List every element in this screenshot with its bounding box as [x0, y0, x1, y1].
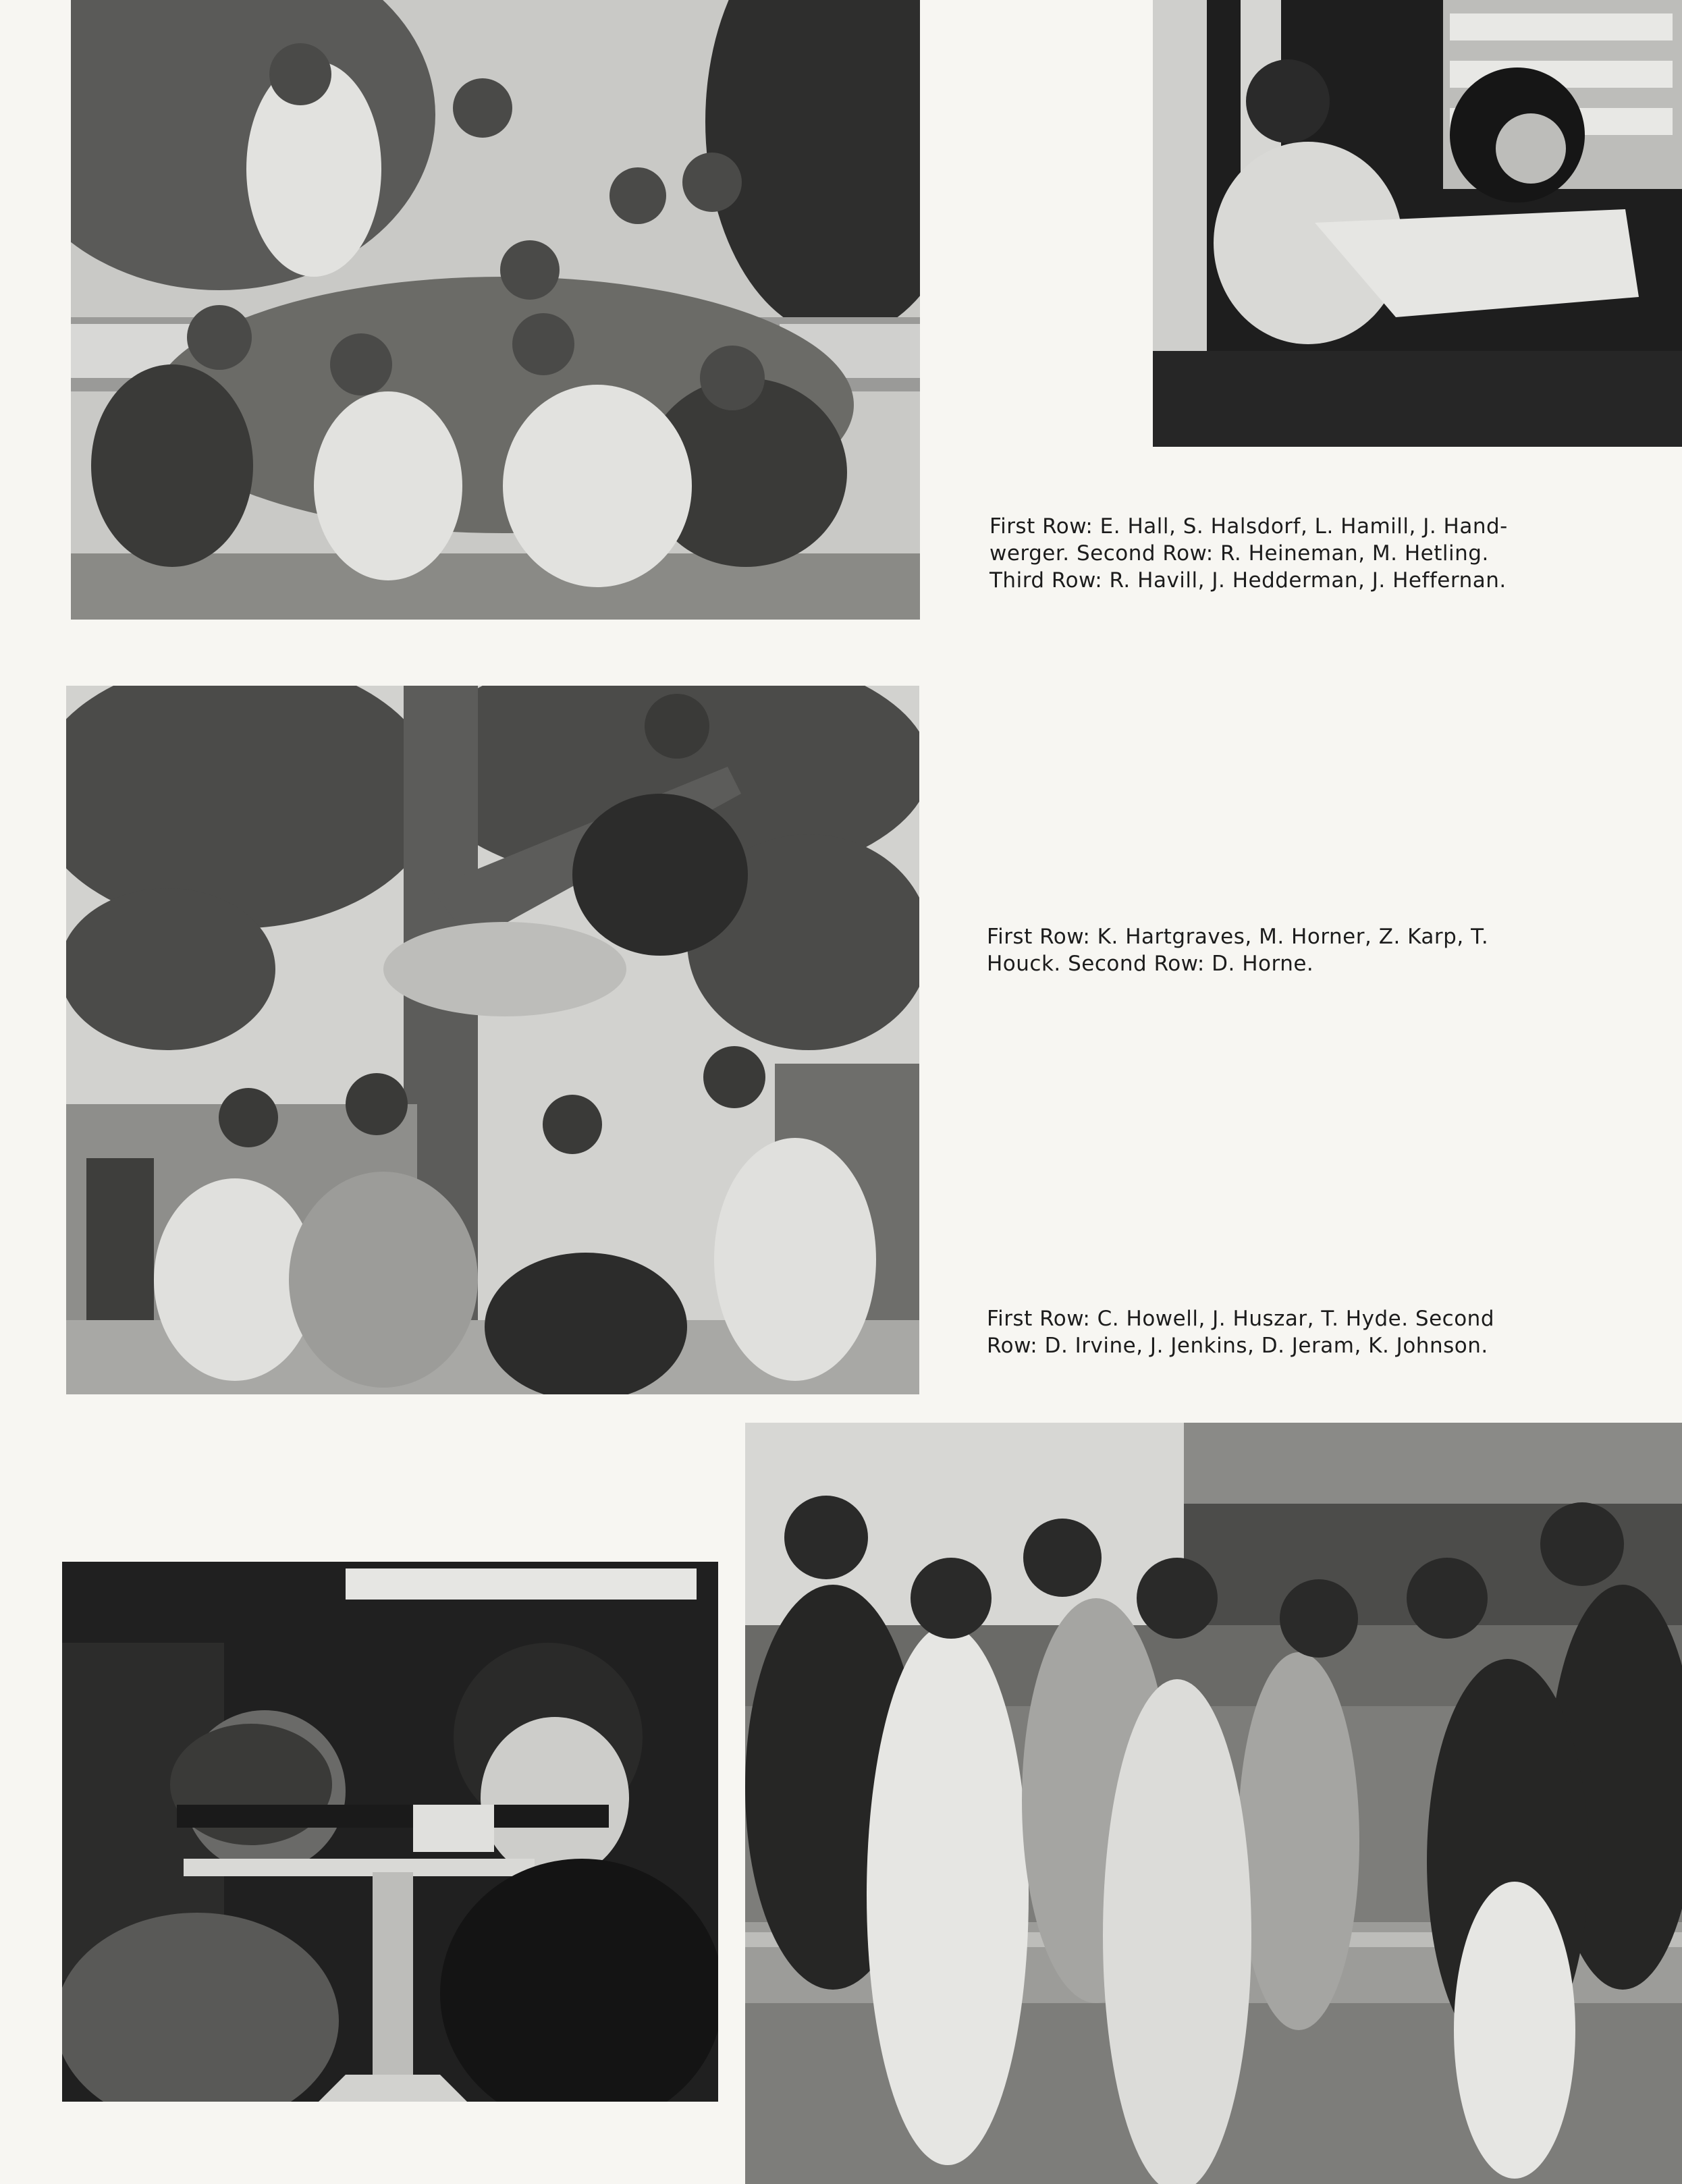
- caption-line: Houck. Second Row: D. Horne.: [987, 952, 1314, 976]
- caption-group1: [989, 513, 1536, 594]
- caption-group2: [987, 923, 1534, 977]
- show-through-text: [925, 790, 1532, 891]
- library-reading-photo: [1153, 0, 1682, 447]
- show-through-text: [925, 1033, 1532, 1127]
- caption-line: First Row: C. Howell, J. Huszar, T. Hyde. Second: [987, 1307, 1495, 1331]
- balance-scale-photo: [62, 1562, 718, 2102]
- caption-line: Row: D. Irvine, J. Jenkins, D. Jeram, K. Johnson.: [987, 1334, 1488, 1358]
- caption-group3: [987, 1305, 1536, 1359]
- caption-line: First Row: E. Hall, S. Halsdorf, L. Hamill, J. Hand-: [989, 514, 1508, 539]
- guardrail-group-photo: [745, 1423, 1682, 2184]
- caption-line: Third Row: R. Havill, J. Hedderman, J. Heffernan.: [989, 568, 1507, 593]
- group-photo-hay-bales: [71, 0, 920, 620]
- caption-line: werger. Second Row: R. Heineman, M. Hetling.: [989, 541, 1489, 566]
- caption-line: First Row: K. Hartgraves, M. Horner, Z. Karp, T.: [987, 925, 1489, 949]
- tree-group-photo: [66, 686, 919, 1394]
